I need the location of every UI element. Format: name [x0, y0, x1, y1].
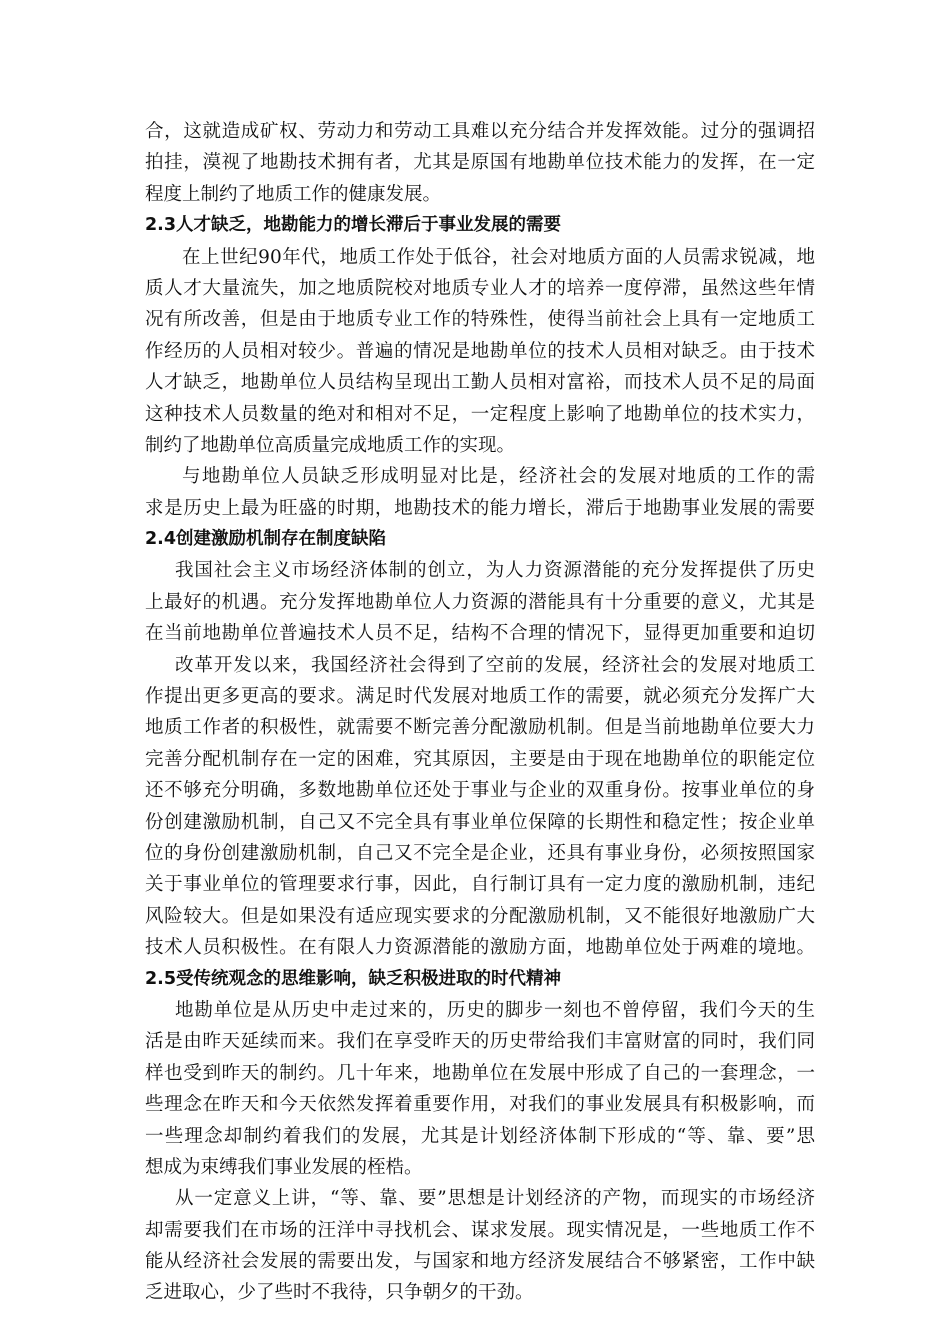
text-line: 想成为束缚我们事业发展的桎梏。 [145, 1156, 423, 1178]
text-line: 拍挂，漠视了地勘技术拥有者，尤其是原国有地勘单位技术能力的发挥，在一定 [145, 152, 815, 174]
text-line: 活是由昨天延续而来。我们在享受昨天的历史带给我们丰富财富的同时，我们同 [145, 1031, 815, 1053]
text-line: 作经历的人员相对较少。普遍的情况是地勘单位的技术人员相对缺乏。由于技术 [145, 340, 815, 362]
section-heading-2-4: 2.4创建激励机制存在制度缺陷 [145, 529, 387, 550]
text-line: 些理念在昨天和今天依然发挥着重要作用，对我们的事业发展具有积极影响，而 [145, 1094, 815, 1116]
text-line: 质人才大量流失，加之地质院校对地质专业人才的培养一度停滞，虽然这些年情 [145, 277, 815, 299]
text-line: 与地勘单位人员缺乏形成明显对比是，经济社会的发展对地质的工作的需 [182, 466, 815, 488]
text-line: 从一定意义上讲，“等、靠、要”思想是计划经济的产物，而现实的市场经济 [175, 1188, 815, 1210]
text-line: 一些理念却制约着我们的发展，尤其是计划经济体制下形成的“等、靠、要”思 [145, 1125, 815, 1147]
text-line: 合，这就造成矿权、劳动力和劳动工具难以充分结合并发挥效能。过分的强调招 [145, 121, 815, 142]
paragraph-reform [145, 650, 815, 964]
text-line: 乏进取心，少了些时不我待，只争朝夕的干劲。 [145, 1282, 534, 1304]
text-line: 还不够充分明确，多数地勘单位还处于事业与企业的双重身份。按事业单位的身 [145, 780, 815, 802]
text-line: 制约了地勘单位高质量完成地质工作的实现。 [145, 434, 516, 456]
text-line: 技术人员积极性。在有限人力资源潜能的激励方面，地勘单位处于两难的境地。 [145, 937, 815, 959]
text-line: 人才缺乏，地勘单位人员结构呈现出工勤人员相对富裕，而技术人员不足的局面 [145, 372, 815, 394]
text-line: 上最好的机遇。充分发挥地勘单位人力资源的潜能具有十分重要的意义，尤其是 [145, 591, 815, 613]
text-line: 地勘单位是从历史中走过来的，历史的脚步一刻也不曾停留，我们今天的生 [175, 999, 815, 1021]
text-line: 份创建激励机制，自己又不完全具有事业单位保障的长期性和稳定性；按企业单 [145, 811, 815, 833]
paragraph-planned-economy [145, 1183, 815, 1309]
text-line: 位的身份创建激励机制，自己又不完全是企业，还具有事业身份，必须按照国家 [145, 842, 815, 864]
section-heading-2-5: 2.5受传统观念的思维影响，缺乏积极进取的时代精神 [145, 968, 561, 989]
paragraph-history [145, 995, 815, 1183]
text-line: 能从经济社会发展的需要出发，与国家和地方经济发展结合不够紧密，工作中缺 [145, 1251, 815, 1273]
text-line: 作提出更多更高的要求。满足时代发展对地质工作的需要，就必须充分发挥广大 [145, 686, 815, 708]
paragraph-continuation [145, 116, 815, 210]
text-line: 在上世纪90年代，地质工作处于低谷，社会对地质方面的人员需求锐减，地 [182, 246, 815, 268]
paragraph-market-economy [145, 555, 815, 649]
text-line: 样也受到昨天的制约。几十年来，地勘单位在发展中形成了自己的一套理念，一 [145, 1062, 815, 1084]
text-line: 地质工作者的积极性，就需要不断完善分配激励机制。但是当前地勘单位要大力 [145, 717, 815, 739]
text-line: 关于事业单位的管理要求行事，因此，自行制订具有一定力度的激励机制，违纪 [145, 874, 815, 896]
text-line: 程度上制约了地质工作的健康发展。 [145, 183, 442, 205]
paragraph-demand-contrast [145, 461, 815, 524]
text-line: 在当前地勘单位普遍技术人员不足，结构不合理的情况下，显得更加重要和迫切 [145, 623, 815, 645]
text-line: 求是历史上最为旺盛的时期，地勘技术的能力增长，滞后于地勘事业发展的需要 [145, 497, 815, 519]
text-line: 风险较大。但是如果没有适应现实要求的分配激励机制，又不能很好地激励广大 [145, 905, 815, 927]
text-line: 况有所改善，但是由于地质专业工作的特殊性，使得当前社会上具有一定地质工 [145, 309, 815, 331]
text-line: 改革开发以来，我国经济社会得到了空前的发展，经济社会的发展对地质工 [175, 654, 815, 676]
document-body [145, 116, 815, 1309]
text-line: 完善分配机制存在一定的困难，究其原因，主要是由于现在地勘单位的职能定位 [145, 748, 815, 770]
text-line: 这种技术人员数量的绝对和相对不足，一定程度上影响了地勘单位的技术实力， [145, 403, 815, 425]
text-line: 我国社会主义市场经济体制的创立，为人力资源潜能的充分发挥提供了历史 [175, 560, 815, 582]
paragraph-talent-shortage [145, 242, 815, 462]
text-line: 却需要我们在市场的汪洋中寻找机会、谋求发展。现实情况是，一些地质工作不 [145, 1219, 815, 1241]
section-heading-2-3: 2.3人才缺乏，地勘能力的增长滞后于事业发展的需要 [145, 215, 561, 236]
